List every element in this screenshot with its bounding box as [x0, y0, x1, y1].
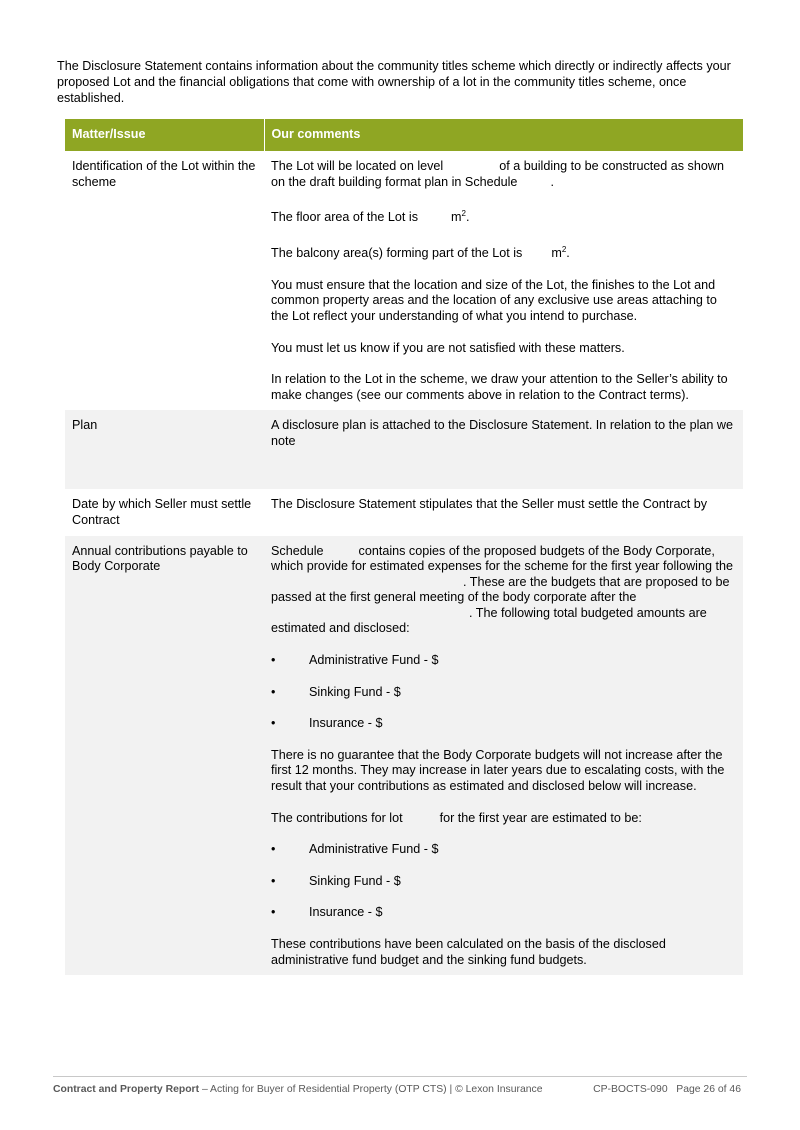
budget-list — [271, 653, 736, 732]
bullet-icon: • — [271, 653, 276, 668]
bullet-icon: • — [271, 842, 276, 857]
lot-contributions-list — [271, 842, 736, 921]
table-row-plan — [65, 410, 743, 489]
seller-changes-paragraph: In relation to the Lot in the scheme, we draw your attention to the Seller’s ability to make changes (see our comments above in relation to the Contract terms). — [271, 372, 728, 402]
list-item: • Sinking Fund - $ — [271, 873, 401, 888]
settle-paragraph: The Disclosure Statement stipulates that the Seller must settle the Contract by — [271, 497, 708, 512]
matter-cell: Identification of the Lot within the scheme — [72, 159, 256, 189]
balcony-area-paragraph: The balcony area(s) forming part of the Lot is $m^2$. — [271, 244, 570, 261]
comments-cell — [264, 536, 743, 976]
comments-cell — [264, 151, 743, 410]
matters-table — [65, 119, 743, 975]
bullet-icon: • — [271, 905, 276, 920]
footer-left — [53, 1084, 542, 1095]
bullet-icon: • — [271, 873, 276, 888]
page-number: Page 26 of 46 — [676, 1084, 741, 1095]
header-our-comments: Our comments — [264, 119, 743, 151]
footer-title: Contract and Property Report — [53, 1084, 200, 1095]
table-row-identification — [65, 151, 743, 410]
header-matter-issue: Matter/Issue — [65, 119, 264, 151]
floor-area-paragraph: The floor area of the Lot is $m^2$. — [271, 209, 470, 225]
let-us-know-paragraph: You must let us know if you are not satisfied with these matters. — [271, 340, 625, 355]
list-item: • Sinking Fund - $ — [271, 684, 401, 699]
matter-cell: Plan — [65, 410, 264, 489]
no-guarantee-paragraph: There is no guarantee that the Body Corporate budgets will not increase after the first 12 months. They may increase in later years due to escalating costs, with the result that your contributions as estimated and disclosed below will increase. — [271, 747, 725, 794]
matter-cell: Annual contributions payable to Body Corporate — [65, 536, 264, 976]
plan-paragraph: A disclosure plan is attached to the Disclosure Statement. In relation to the plan we note — [271, 418, 734, 448]
list-item: • Insurance - $ — [271, 905, 383, 920]
list-item: • Insurance - $ — [271, 716, 383, 731]
level-paragraph: The Lot will be located on level of a building to be constructed as shown on the draft building format plan in Schedule . — [271, 159, 724, 189]
calculation-basis-paragraph: These contributions have been calculated on the basis of the disclosed administrative fund budget and the sinking fund budgets. — [271, 937, 666, 967]
bullet-icon: • — [271, 684, 276, 699]
footer-subtitle: – Acting for Buyer of Residential Property (OTP CTS) | © Lexon Insurance — [199, 1084, 543, 1095]
list-item: • Administrative Fund - $ — [271, 653, 439, 668]
table-row-contributions — [65, 536, 743, 976]
schedule-paragraph: Schedule contains copies of the proposed budgets of the Body Corporate, which provide for estimated expenses for the scheme for the first year following the. These are the budgets that are proposed to be passed at the first general meeting of the body corporate after the. The following total budgeted amounts are estimated and disclosed: — [271, 543, 733, 636]
footer-right — [593, 1083, 741, 1096]
lot-contributions-paragraph: The contributions for lot for the first year are estimated to be: — [271, 810, 642, 825]
page-footer — [53, 1076, 747, 1096]
comments-cell — [264, 410, 743, 489]
list-item: • Administrative Fund - $ — [271, 842, 439, 857]
bullet-icon: • — [271, 716, 276, 731]
ensure-paragraph: You must ensure that the location and size of the Lot, the finishes to the Lot and common property areas and the location of any exclusive use areas attaching to the Lot reflect your understanding of what you intend to purchase. — [271, 277, 717, 323]
footer-code: CP-BOCTS-090 — [593, 1084, 668, 1095]
intro-paragraph: The Disclosure Statement contains information about the community titles scheme which directly or indirectly affects your proposed Lot and the financial obligations that come with ownership of a lot in the community titles scheme, once established. — [57, 59, 731, 105]
matter-cell: Date by which Seller must settle Contract — [72, 497, 252, 527]
table-row-settle-date — [65, 489, 743, 535]
comments-cell — [264, 489, 743, 535]
table-header-row — [65, 119, 743, 151]
